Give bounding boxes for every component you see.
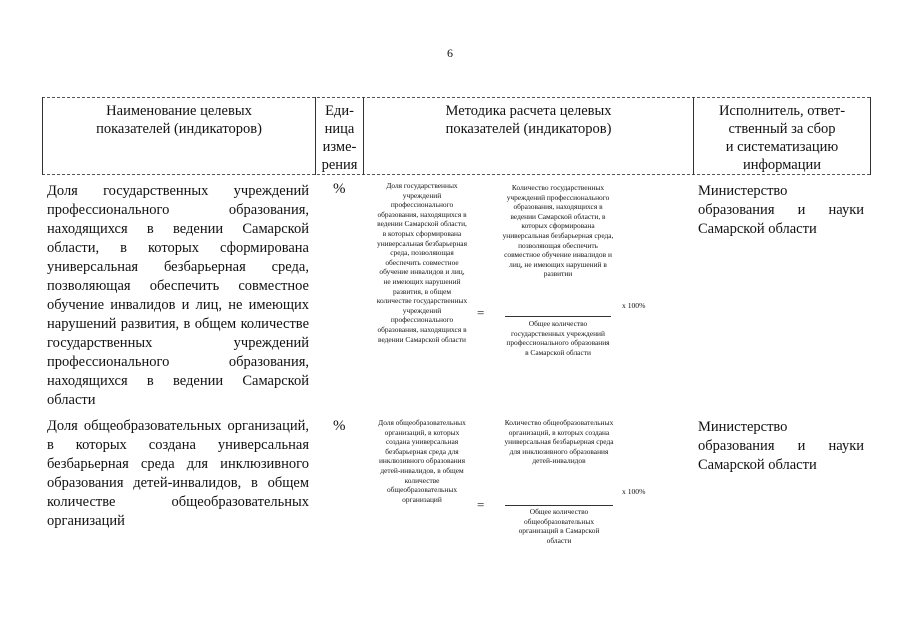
header-executor-line: и систематизацию xyxy=(725,139,839,155)
header-executor-line: ственный за сбор xyxy=(728,121,836,137)
header-unit xyxy=(316,102,363,174)
row1-formula-denominator: Общее количество государственных учреждений профессионального образования в Самарской области xyxy=(506,319,610,357)
row2-formula-equals: = xyxy=(477,497,485,512)
header-executor-line: информации xyxy=(743,157,821,173)
row2-indicator-name: Доля общеобразовательных организаций, в которых создана универсальная безбарьерная среда для инклюзивного образования детей-инвалидов, в общем количестве общеобразовательных организаций xyxy=(47,418,309,529)
header-unit-line: ница xyxy=(324,121,355,137)
row2-executor: Министерство образования и науки Самарской области xyxy=(698,419,864,473)
row1-formula-left-label: Доля государственных учреждений профессионального образования, находящихся в ведении Самарской области, в которых сформирована универсальная безбарьерная среда, позволяющая обеспечить совместное обучение инвалидов и лиц, не имеющих нарушений развития, в общем количестве государственных учреждений профессионального образования, находящихся в ведении Самарской области xyxy=(376,181,468,344)
row1-formula-multiplier: x 100% xyxy=(622,301,646,310)
header-unit-line: Еди- xyxy=(325,103,354,119)
header-method-line: Методика расчета целевых xyxy=(445,103,612,119)
row1-indicator-name: Доля государственных учреждений профессионального образования, находящихся в ведении Самарской области, в которых сформирована универсальная безбарьерная среда, позволяющая обеспечить совместное обучение инвалидов и лиц, не имеющих нарушений развития, в общем количестве государственных учреждений профессионального образования, находящихся в ведении Самарской области xyxy=(47,183,309,408)
table-header-bottom-border xyxy=(42,174,870,175)
row1-unit: % xyxy=(333,181,346,197)
header-executor xyxy=(695,102,869,174)
row2-unit: % xyxy=(333,418,346,434)
row1-formula-equals: = xyxy=(477,305,485,320)
header-name-line: показателей (индикаторов) xyxy=(96,121,262,137)
header-name xyxy=(44,102,314,138)
header-unit-line: рения xyxy=(321,157,358,173)
row2-formula-numerator: Количество общеобразовательных организаций, в которых создана универсальная безбарьерная среда для инклюзивного образования детей-инвалидов xyxy=(504,418,614,466)
row2-formula-fraction-line xyxy=(505,505,613,506)
row2-formula-multiplier: x 100% xyxy=(622,487,646,496)
table-top-border xyxy=(42,97,870,98)
row1-formula-fraction-line xyxy=(505,316,611,317)
column-divider-5 xyxy=(870,97,871,175)
row1-executor: Министерство образования и науки Самарской области xyxy=(698,183,864,237)
header-unit-line: изме- xyxy=(322,139,357,155)
header-name-line: Наименование целевых xyxy=(106,103,252,119)
header-executor-line: Исполнитель, ответ- xyxy=(718,103,846,119)
row2-formula-denominator: Общее количество общеобразовательных организаций в Самарской области xyxy=(518,507,600,545)
header-method xyxy=(365,102,692,138)
column-divider-3 xyxy=(363,97,364,175)
row2-formula-left-label: Доля общеобразовательных организаций, в которых создана универсальная безбарьерная среда для инклюзивного образования детей-инвалидов, в общем количестве общеобразовательных организаций xyxy=(378,418,466,504)
header-method-line: показателей (индикаторов) xyxy=(445,121,612,137)
column-divider-4 xyxy=(693,97,694,175)
column-divider-1 xyxy=(42,97,43,175)
page-number: 6 xyxy=(447,46,453,60)
row1-formula-numerator: Количество государственных учреждений профессионального образования, находящихся в ведении Самарской области, в которых сформирована универсальная безбарьерная среда, позволяющая обеспечить совместное обучение инвалидов и лиц, не имеющих нарушений в развитии xyxy=(502,183,614,279)
